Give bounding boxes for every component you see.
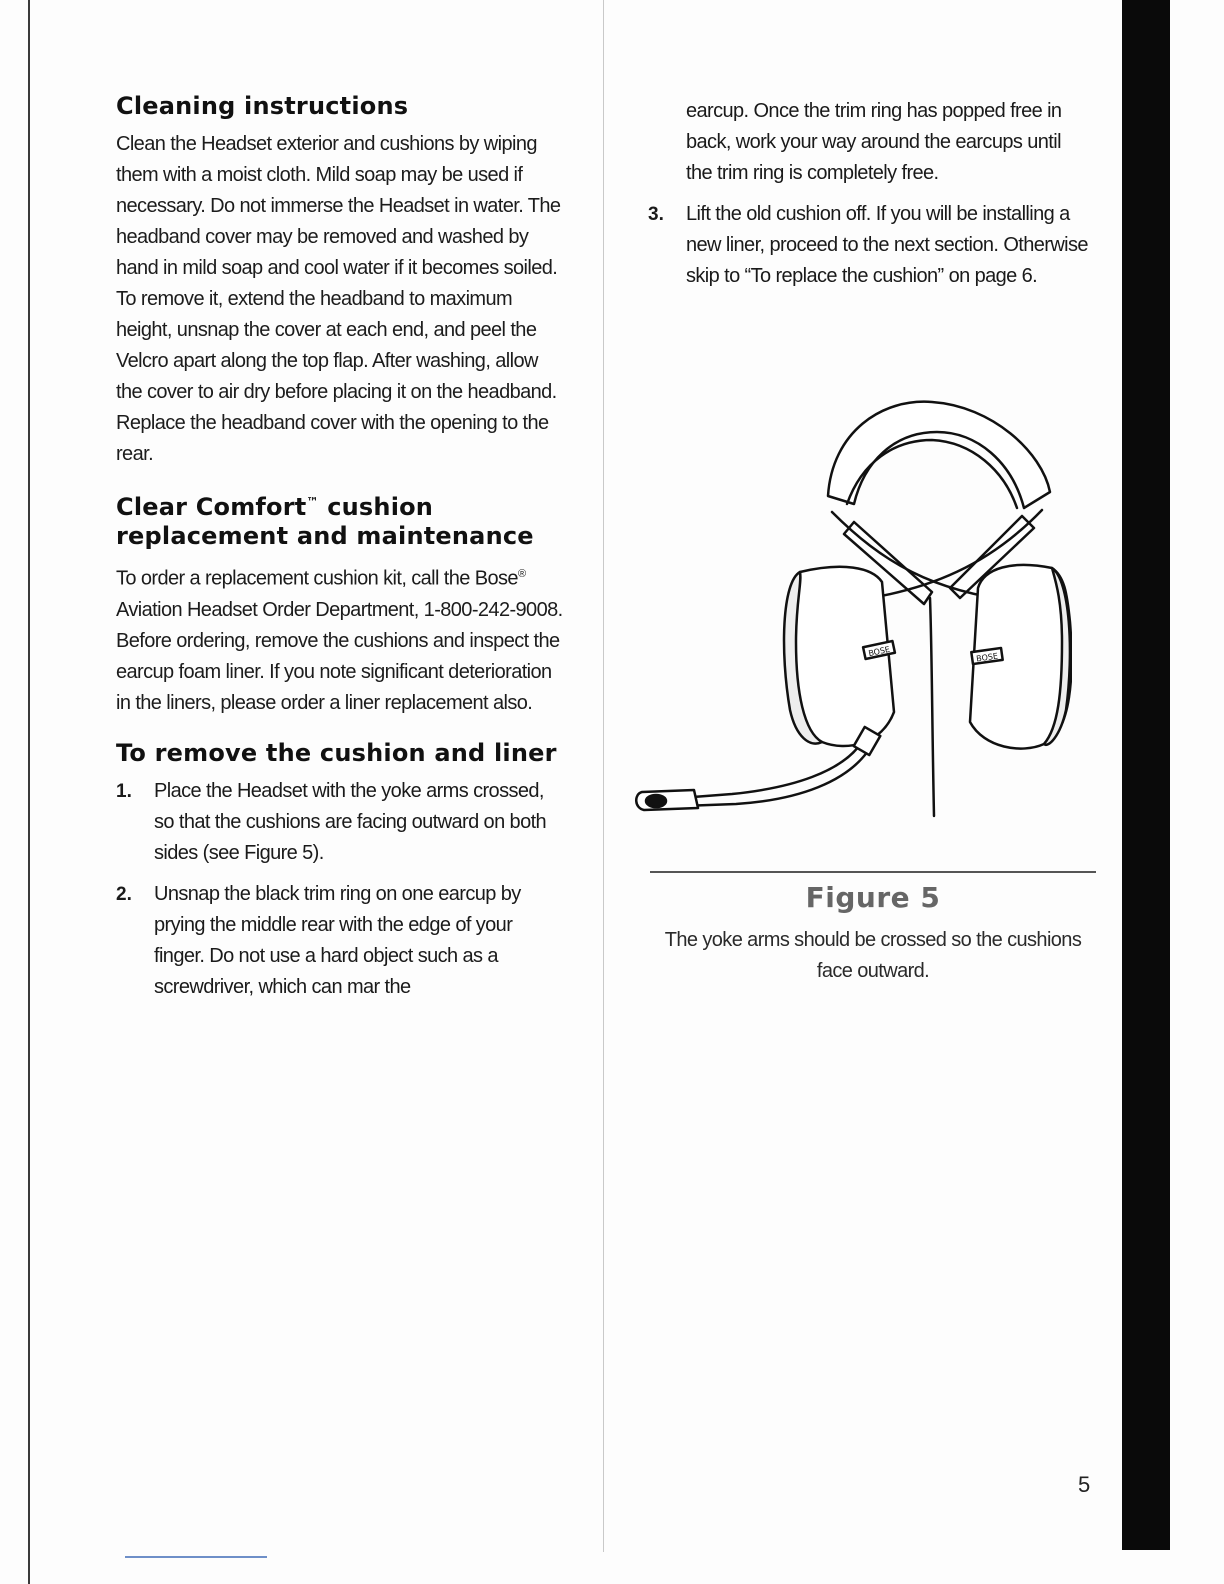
step-item bbox=[116, 879, 566, 1003]
page-edge-line bbox=[28, 0, 30, 1584]
comfort-paragraph bbox=[116, 559, 566, 719]
step-text: Lift the old cushion off. If you will be installing a new liner, proceed to the next section. Otherwise skip to “To replace the cushion” on page 6. bbox=[686, 203, 1088, 287]
continued-step-text: earcup. Once the trim ring has popped free in back, work your way around the earcups until the trim ring is completely free. bbox=[686, 100, 1062, 184]
step-item bbox=[648, 199, 1088, 292]
step-text: Unsnap the black trim ring on one earcup by prying the middle rear with the edge of your finger. Do not use a hard object such as a screwdriver, which can mar the bbox=[154, 882, 521, 998]
trademark-symbol: ™ bbox=[306, 495, 319, 509]
binding-edge-bar bbox=[1122, 0, 1170, 1550]
headset-drawing bbox=[632, 392, 1072, 828]
step-number: 1. bbox=[116, 780, 132, 802]
boom-mic-arm-2 bbox=[682, 748, 870, 806]
comfort-heading-rest: cushion replacement and maintenance bbox=[116, 493, 534, 550]
column-divider bbox=[603, 0, 604, 1552]
comfort-text-end: Aviation Headset Order Department, 1-800-242-9008. Before ordering, remove the cushions and inspect the earcup foam liner. If you note significant deterioration in the liners, please order a liner replacement also. bbox=[116, 598, 563, 714]
remove-steps-list-continued bbox=[648, 199, 1088, 292]
comfort-heading-brand: Clear Comfort bbox=[116, 493, 307, 521]
right-logo-text: BOSE bbox=[975, 651, 999, 664]
cleaning-paragraph: Clean the Headset exterior and cushions by wiping them with a moist cloth. Mild soap may be used if necessary. Do not immerse the Headset in water. The headband cover may be removed and washed by hand in mild soap and cool water if it becomes soiled. To remove it, extend the headband to maximum height, unsnap the cover at each end, and peel the Velcro apart along the top flap. After washing, allow the cover to air dry before placing it on the headband. Replace the headband cover with the opening to the rear. bbox=[116, 133, 561, 465]
step-item bbox=[116, 776, 566, 869]
step-number: 2. bbox=[116, 883, 132, 905]
headset-cable bbox=[930, 598, 934, 816]
headset-illustration bbox=[632, 392, 1072, 828]
step-text: Place the Headset with the yoke arms crossed, so that the cushions are facing outward on both sides (see Figure 5). bbox=[154, 779, 547, 864]
right-column bbox=[648, 96, 1088, 302]
step-number: 3. bbox=[648, 204, 664, 225]
mic-tip bbox=[646, 795, 666, 807]
figure-rule bbox=[650, 871, 1096, 873]
remove-heading: To remove the cushion and liner bbox=[116, 738, 557, 767]
figure-caption: The yoke arms should be crossed so the cushions face outward. bbox=[664, 929, 1082, 982]
cleaning-heading: Cleaning instructions bbox=[116, 92, 409, 120]
remove-steps-list bbox=[116, 776, 566, 1003]
footer-rule bbox=[125, 1556, 267, 1558]
page-number: 5 bbox=[1078, 1472, 1091, 1497]
figure-title: Figure 5 bbox=[805, 881, 941, 914]
left-logo-text: BOSE bbox=[867, 644, 891, 659]
comfort-text-start: To order a replacement cushion kit, call the Bose bbox=[116, 567, 518, 590]
registered-symbol: ® bbox=[517, 568, 526, 580]
boom-mic-arm bbox=[680, 742, 862, 798]
left-column bbox=[116, 92, 566, 1013]
comfort-heading bbox=[116, 488, 566, 551]
headband-outer bbox=[828, 402, 1050, 508]
